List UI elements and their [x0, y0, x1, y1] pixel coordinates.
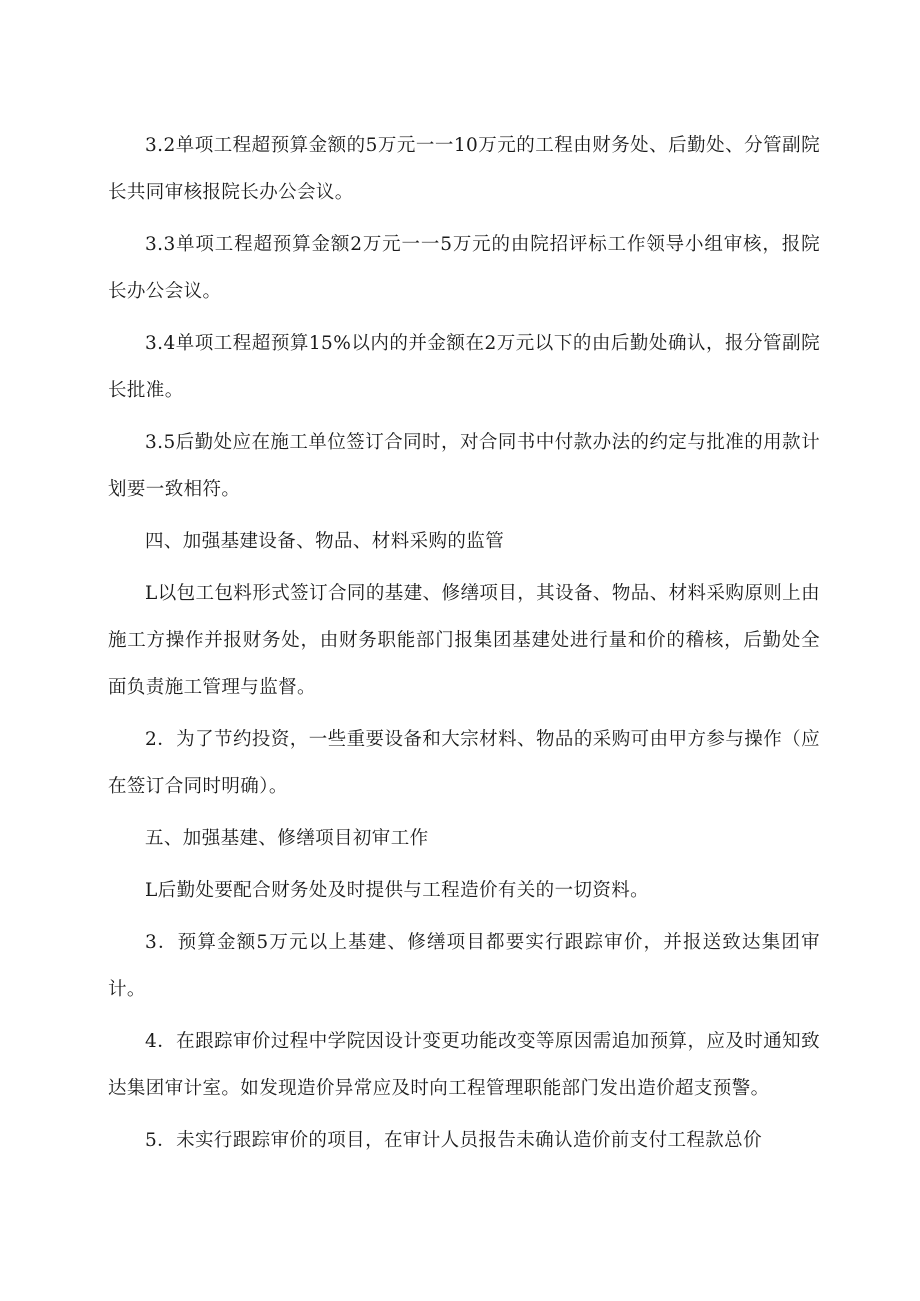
document-page — [108, 122, 820, 1169]
section-heading-5: 五、加强基建、修缮项目初审工作 — [145, 828, 429, 849]
paragraph-3-2: 3.2单项工程超预算金额的5万元一一10万元的工程由财务处、后勤处、分管副院长共同审核报院长办公会议。 — [108, 135, 820, 203]
paragraph-5-4: 4．在跟踪审价过程中学院因设计变更功能改变等原因需追加预算，应及时通知致达集团审计室。如发现造价异常应及时向工程管理职能部门发出造价超支预警。 — [108, 1031, 820, 1099]
paragraph-3-3: 3.3单项工程超预算金额2万元一一5万元的由院招评标工作领导小组审核，报院长办公会议。 — [108, 234, 820, 302]
paragraph-3-5: 3.5后勤处应在施工单位签订合同时，对合同书中付款办法的约定与批准的用款计划要一致相符。 — [108, 432, 820, 500]
paragraph-3-4: 3.4单项工程超预算15%以内的并金额在2万元以下的由后勤处确认，报分管副院长批准。 — [108, 333, 820, 401]
paragraph-5-5: 5．未实行跟踪审价的项目，在审计人员报告未确认造价前支付工程款总价 — [145, 1130, 762, 1151]
section-heading-4: 四、加强基建设备、物品、材料采购的监管 — [145, 531, 505, 552]
paragraph-5-3: 3．预算金额5万元以上基建、修缮项目都要实行跟踪审价，并报送致达集团审计。 — [108, 932, 820, 1000]
paragraph-4-2: 2．为了节约投资，一些重要设备和大宗材料、物品的采购可由甲方参与操作（应在签订合同时明确）。 — [108, 729, 820, 797]
paragraph-5-1: L后勤处要配合财务处及时提供与工程造价有关的一切资料。 — [145, 880, 650, 901]
paragraph-4-1: L以包工包料形式签订合同的基建、修缮项目，其设备、物品、材料采购原则上由施工方操作并报财务处，由财务职能部门报集团基建处进行量和价的稽核，后勤处全面负责施工管理与监督。 — [108, 583, 820, 698]
